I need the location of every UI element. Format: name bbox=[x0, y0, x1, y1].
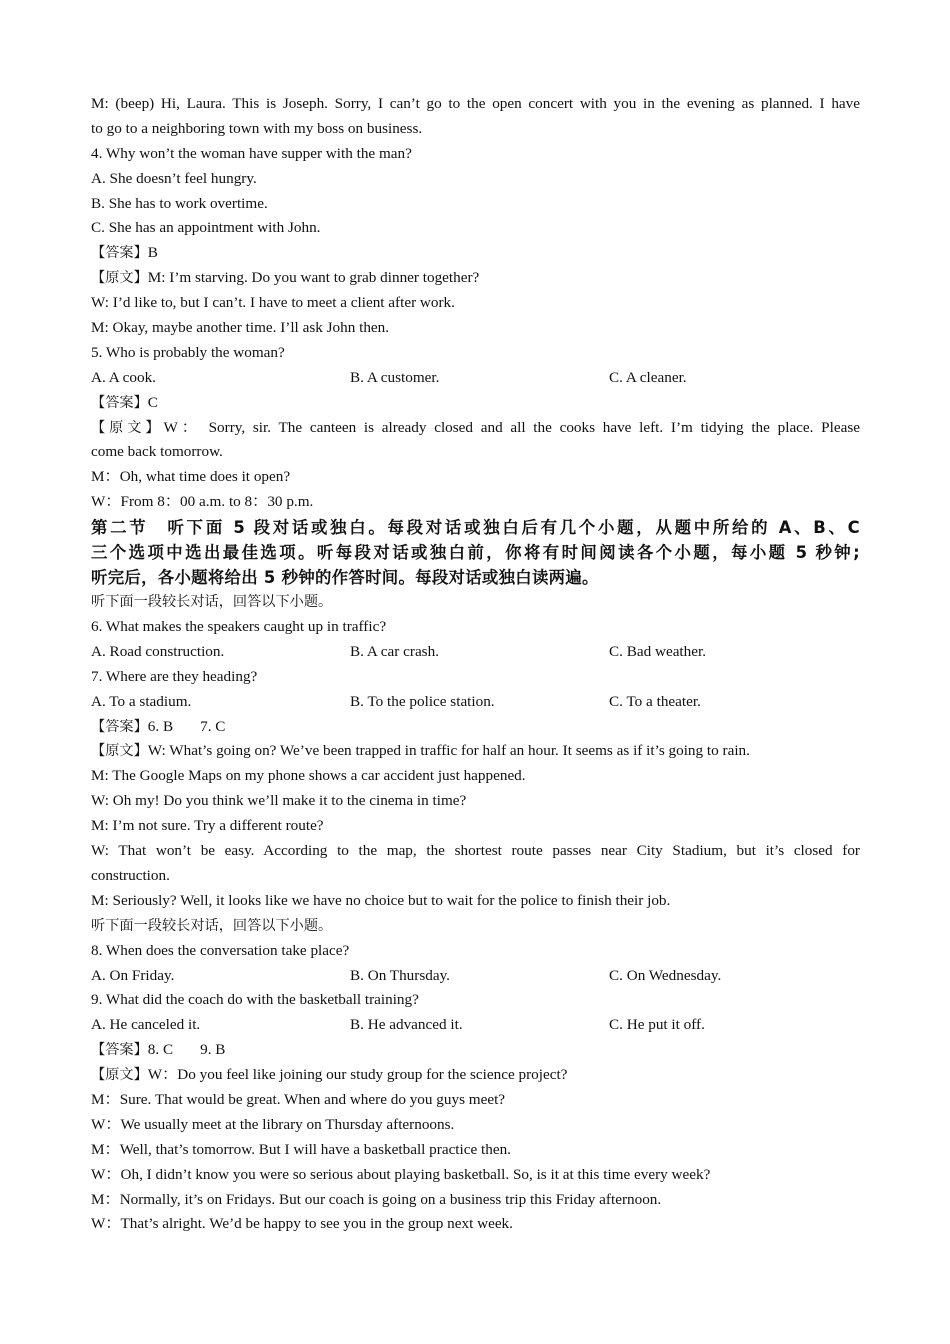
answer-value: B bbox=[147, 244, 158, 262]
options-row bbox=[91, 690, 860, 715]
answer-value: 8. C bbox=[147, 1041, 174, 1059]
answer-line bbox=[91, 715, 860, 740]
answer-line bbox=[91, 391, 860, 416]
transcript-line: M: (beep) Hi, Laura. This is Joseph. Sorry, I can’t go to the open concert with you in the evening as planned. I have bbox=[91, 95, 860, 112]
option-a: A. She doesn’t feel hungry. bbox=[91, 169, 257, 187]
question-5: 5. Who is probably the woman? bbox=[91, 343, 285, 361]
option-a: A. To a stadium. bbox=[91, 692, 192, 710]
section-heading-line: 第二节 听下面 5 段对话或独白。每段对话或独白后有几个小题，从题中所给的 A、B、C bbox=[91, 518, 860, 538]
transcript-line: M：Sure. That would be great. When and where do you guys meet? bbox=[91, 1090, 506, 1108]
transcript-line: M: I’m not sure. Try a different route? bbox=[91, 817, 324, 835]
transcript-line: M：Oh, what time does it open? bbox=[91, 468, 291, 486]
transcript-line: W: I’d like to, but I can’t. I have to meet a client after work. bbox=[91, 294, 455, 312]
question-8: 8. When does the conversation take place? bbox=[91, 941, 350, 959]
transcript-line: 【原文】W： Sorry, sir. The canteen is already closed and all the cooks have left. I’m tidying the place. Please bbox=[91, 418, 860, 436]
answer-line bbox=[91, 241, 860, 266]
transcript-line: 【原文】W: What’s going on? We’ve been trapped in traffic for half an hour. It seems as if it’s going to rain. bbox=[91, 742, 750, 760]
option-b: B. A customer. bbox=[350, 368, 440, 386]
answer-tag: 【答案】 bbox=[91, 718, 148, 735]
answer-value: 9. B bbox=[200, 1041, 226, 1059]
transcript-tag: 【原文】 bbox=[91, 419, 164, 436]
section-heading-line: 听完后，各小题将给出 5 秒钟的作答时间。每段对话或独白读两遍。 bbox=[91, 568, 599, 588]
option-b: B. A car crash. bbox=[350, 642, 439, 660]
options-row bbox=[91, 366, 860, 391]
section-heading bbox=[91, 515, 860, 590]
option-a: A. He canceled it. bbox=[91, 1016, 201, 1034]
document-page bbox=[91, 92, 860, 1237]
answer-tag: 【答案】 bbox=[91, 1042, 148, 1059]
transcript-line: W: Oh my! Do you think we’ll make it to the cinema in time? bbox=[91, 792, 467, 810]
transcript-line: construction. bbox=[91, 866, 170, 884]
transcript-line: M：Normally, it’s on Fridays. But our coach is going on a business trip this Friday afternoon. bbox=[91, 1190, 662, 1208]
transcript-line: W：From 8：00 a.m. to 8：30 p.m. bbox=[91, 493, 314, 511]
option-b: B. On Thursday. bbox=[350, 966, 450, 984]
answer-value: 7. C bbox=[200, 717, 226, 735]
transcript-line: W：We usually meet at the library on Thursday afternoons. bbox=[91, 1115, 455, 1133]
answer-value: C bbox=[147, 393, 158, 411]
transcript-line: W: That won’t be easy. According to the map, the shortest route passes near City Stadium, but it’s closed for bbox=[91, 842, 860, 860]
transcript-line: M: The Google Maps on my phone shows a car accident just happened. bbox=[91, 767, 526, 785]
question-4: 4. Why won’t the woman have supper with the man? bbox=[91, 144, 412, 162]
answer-tag: 【答案】 bbox=[91, 394, 148, 411]
listening-instruction: 听下面一段较长对话，回答以下小题。 bbox=[91, 594, 333, 611]
options-row bbox=[91, 640, 860, 665]
answer-line bbox=[91, 1038, 860, 1063]
question-7: 7. Where are they heading? bbox=[91, 667, 258, 685]
transcript-tag: 【原文】 bbox=[91, 270, 148, 287]
transcript-tag: 【原文】 bbox=[91, 743, 148, 760]
transcript-line: W：That’s alright. We’d be happy to see you in the group next week. bbox=[91, 1215, 513, 1233]
option-b: B. To the police station. bbox=[350, 692, 495, 710]
option-a: A. Road construction. bbox=[91, 642, 225, 660]
transcript-line: come back tomorrow. bbox=[91, 443, 223, 461]
option-a: A. On Friday. bbox=[91, 966, 175, 984]
answer-value: 6. B bbox=[147, 717, 174, 735]
option-c: C. A cleaner. bbox=[609, 368, 687, 386]
option-b: B. She has to work overtime. bbox=[91, 194, 268, 212]
option-c: C. She has an appointment with John. bbox=[91, 219, 321, 237]
listening-instruction: 听下面一段较长对话，回答以下小题。 bbox=[91, 917, 333, 934]
transcript-line: M：Well, that’s tomorrow. But I will have a basketball practice then. bbox=[91, 1140, 511, 1158]
options-row bbox=[91, 1013, 860, 1038]
option-c: C. To a theater. bbox=[609, 692, 701, 710]
transcript-line: M: Seriously? Well, it looks like we have no choice but to wait for the police to finish their job. bbox=[91, 891, 671, 909]
answer-tag: 【答案】 bbox=[91, 245, 148, 262]
transcript-line: 【原文】W：Do you feel like joining our study group for the science project? bbox=[91, 1066, 568, 1084]
options-row bbox=[91, 964, 860, 989]
transcript-line: 【原文】M: I’m starving. Do you want to grab dinner together? bbox=[91, 269, 480, 287]
transcript-line: W：Oh, I didn’t know you were so serious about playing basketball. So, is it at this time every week? bbox=[91, 1165, 711, 1183]
transcript-line: M: Okay, maybe another time. I’ll ask John then. bbox=[91, 319, 390, 337]
option-c: C. Bad weather. bbox=[609, 642, 707, 660]
transcript-line: to go to a neighboring town with my boss on business. bbox=[91, 119, 423, 137]
transcript-tag: 【原文】 bbox=[91, 1067, 148, 1084]
question-6: 6. What makes the speakers caught up in traffic? bbox=[91, 618, 387, 636]
section-heading-line: 三个选项中选出最佳选项。听每段对话或独白前，你将有时间阅读各个小题，每小题 5 秒钟; bbox=[91, 543, 860, 563]
option-c: C. On Wednesday. bbox=[609, 966, 722, 984]
option-a: A. A cook. bbox=[91, 368, 156, 386]
option-c: C. He put it off. bbox=[609, 1016, 705, 1034]
option-b: B. He advanced it. bbox=[350, 1016, 463, 1034]
question-9: 9. What did the coach do with the basketball training? bbox=[91, 991, 419, 1009]
